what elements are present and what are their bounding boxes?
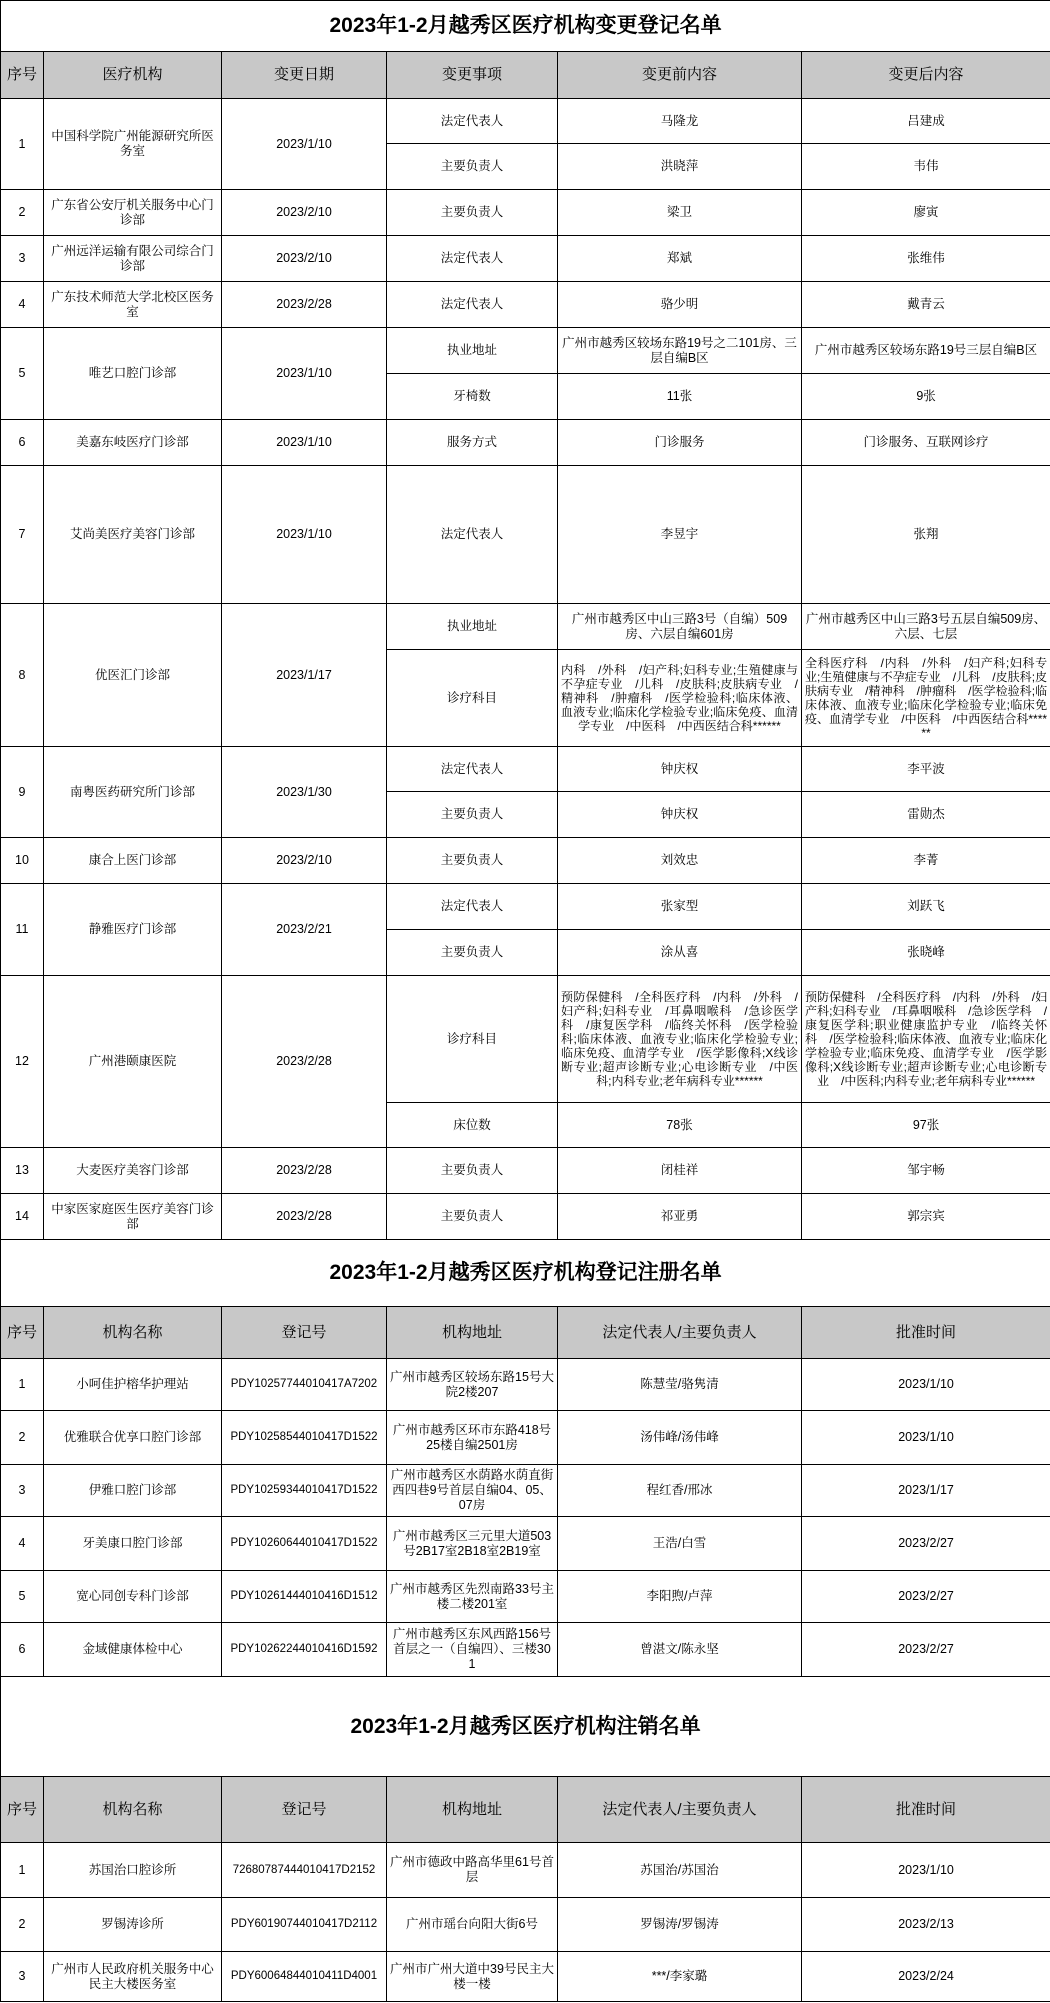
cell-name: 小呵佳护榕华护理站	[44, 1359, 222, 1411]
cell-address: 广州市瑶台向阳大街6号	[387, 1898, 558, 1952]
cell-after: 刘跃飞	[802, 884, 1050, 930]
cell-before: 钟庆权	[558, 792, 802, 838]
cell-after: 戴青云	[802, 282, 1050, 328]
cell-before: 11张	[558, 374, 802, 420]
cell-reg-no: PDY10259344010417D1522	[222, 1465, 387, 1517]
cell-approved: 2023/1/10	[802, 1843, 1050, 1898]
cell-after: 李菁	[802, 838, 1050, 884]
table-row	[1, 328, 1050, 374]
header-name: 机构名称	[44, 1777, 222, 1843]
cell-no: 2	[1, 190, 44, 236]
cell-name: 伊雅口腔门诊部	[44, 1465, 222, 1517]
cell-reg-no: PDY60190744010417D2112	[222, 1898, 387, 1952]
cell-org: 广州港颐康医院	[44, 976, 222, 1148]
cell-address: 广州市越秀区先烈南路33号主楼二楼201室	[387, 1571, 558, 1623]
cell-before: 闭桂祥	[558, 1148, 802, 1194]
cell-date: 2023/1/10	[222, 466, 387, 604]
cancel-table-title: 2023年1-2月越秀区医疗机构注销名单	[1, 1677, 1050, 1777]
cell-reg-no: PDY10257744010417A7202	[222, 1359, 387, 1411]
cell-before: 广州市越秀区中山三路3号（自编）509房、六层自编601房	[558, 604, 802, 650]
cell-before: 涂从喜	[558, 930, 802, 976]
cell-name: 牙美康口腔门诊部	[44, 1517, 222, 1571]
cell-no: 4	[1, 282, 44, 328]
cell-approved: 2023/1/10	[802, 1359, 1050, 1411]
cell-date: 2023/1/10	[222, 420, 387, 466]
header-no: 序号	[1, 52, 44, 99]
cell-name: 金域健康体检中心	[44, 1623, 222, 1677]
cell-name: 广州市人民政府机关服务中心民主大楼医务室	[44, 1952, 222, 2002]
cell-date: 2023/1/10	[222, 328, 387, 420]
cell-address: 广州市越秀区三元里大道503号2B17室2B18室2B19室	[387, 1517, 558, 1571]
cell-approved: 2023/1/10	[802, 1411, 1050, 1465]
cell-before: 预防保健科 /全科医疗科 /内科 /外科 /妇产科;妇科专业 /耳鼻咽喉科 /急诊医学科 /康复医学科 /临终关怀科 /医学检验科;临床体液、血液专业;临床化学检验专业;临床免疫、血清学专业 /医学影像科;X线诊断专业;超声诊断专业;心电诊断专业 /中医科;内科专业;老年病科专业******	[558, 976, 802, 1103]
cell-item: 主要负责人	[387, 930, 558, 976]
cell-item: 法定代表人	[387, 282, 558, 328]
cell-before: 内科 /外科 /妇产科;妇科专业;生殖健康与不孕症专业 /儿科 /皮肤科;皮肤病专业 /精神科 /肿瘤科 /医学检验科;临床体液、血液专业;临床化学检验专业;临床免疫、血清学专业 /中医科 /中西医结合科******	[558, 650, 802, 747]
cell-approved: 2023/2/27	[802, 1571, 1050, 1623]
cell-no: 3	[1, 1465, 44, 1517]
header-address: 机构地址	[387, 1777, 558, 1843]
header-org: 医疗机构	[44, 52, 222, 99]
cell-after: 郭宗宾	[802, 1194, 1050, 1240]
cell-org: 静雅医疗门诊部	[44, 884, 222, 976]
header-approved: 批准时间	[802, 1777, 1050, 1843]
cell-before: 李昱宇	[558, 466, 802, 604]
cell-no: 6	[1, 420, 44, 466]
table-row	[1, 1571, 1050, 1623]
cell-before: 梁卫	[558, 190, 802, 236]
cell-after: 韦伟	[802, 144, 1050, 190]
cell-before: 张家型	[558, 884, 802, 930]
cell-approved: 2023/2/27	[802, 1623, 1050, 1677]
table-row	[1, 1952, 1050, 2002]
header-name: 机构名称	[44, 1307, 222, 1359]
cell-date: 2023/2/10	[222, 190, 387, 236]
cell-after: 广州市越秀区较场东路19号三层自编B区	[802, 328, 1050, 374]
table-row	[1, 747, 1050, 792]
cell-item: 法定代表人	[387, 99, 558, 144]
table-row	[1, 1623, 1050, 1677]
header-before: 变更前内容	[558, 52, 802, 99]
cell-org: 艾尚美医疗美容门诊部	[44, 466, 222, 604]
cell-reg-no: PDY10262244010416D1592	[222, 1623, 387, 1677]
cell-person: 李阳煦/卢萍	[558, 1571, 802, 1623]
cell-before: 洪晓萍	[558, 144, 802, 190]
cell-person: 陈慧莹/骆隽清	[558, 1359, 802, 1411]
table-row	[1, 1411, 1050, 1465]
cell-org: 中家医家庭医生医疗美容门诊部	[44, 1194, 222, 1240]
cell-person: 罗锡涛/罗锡涛	[558, 1898, 802, 1952]
cell-org: 唯艺口腔门诊部	[44, 328, 222, 420]
cell-before: 门诊服务	[558, 420, 802, 466]
table-row	[1, 838, 1050, 884]
cell-after: 张晓峰	[802, 930, 1050, 976]
cell-no: 3	[1, 1952, 44, 2002]
cell-item: 诊疗科目	[387, 650, 558, 747]
header-after: 变更后内容	[802, 52, 1050, 99]
cell-date: 2023/2/10	[222, 838, 387, 884]
table-row	[1, 1517, 1050, 1571]
cell-approved: 2023/2/24	[802, 1952, 1050, 2002]
table-row	[1, 1843, 1050, 1898]
header-no: 序号	[1, 1307, 44, 1359]
cell-name: 罗锡涛诊所	[44, 1898, 222, 1952]
cell-approved: 2023/1/17	[802, 1465, 1050, 1517]
header-row	[1, 1307, 1050, 1359]
header-no: 序号	[1, 1777, 44, 1843]
cell-no: 5	[1, 328, 44, 420]
table-row	[1, 282, 1050, 328]
cell-no: 1	[1, 1359, 44, 1411]
cell-date: 2023/1/10	[222, 99, 387, 190]
cell-address: 广州市广州大道中39号民主大楼一楼	[387, 1952, 558, 2002]
cell-no: 12	[1, 976, 44, 1148]
cell-after: 廖寅	[802, 190, 1050, 236]
cell-reg-no: PDY10261444010416D1512	[222, 1571, 387, 1623]
cell-item: 主要负责人	[387, 1148, 558, 1194]
cell-no: 13	[1, 1148, 44, 1194]
cell-item: 主要负责人	[387, 1194, 558, 1240]
cell-date: 2023/2/10	[222, 236, 387, 282]
cell-no: 7	[1, 466, 44, 604]
header-person: 法定代表人/主要负责人	[558, 1307, 802, 1359]
cell-no: 10	[1, 838, 44, 884]
cell-before: 刘效忠	[558, 838, 802, 884]
cell-item: 法定代表人	[387, 884, 558, 930]
cell-org: 广东省公安厅机关服务中心门诊部	[44, 190, 222, 236]
cell-before: 骆少明	[558, 282, 802, 328]
cell-date: 2023/2/28	[222, 976, 387, 1148]
cell-item: 法定代表人	[387, 236, 558, 282]
cell-reg-no: 72680787444010417D2152	[222, 1843, 387, 1898]
cell-date: 2023/2/21	[222, 884, 387, 976]
cell-before: 钟庆权	[558, 747, 802, 792]
title-row	[1, 1, 1050, 52]
cell-after: 9张	[802, 374, 1050, 420]
table-row	[1, 884, 1050, 930]
cell-after: 张翔	[802, 466, 1050, 604]
cell-date: 2023/1/17	[222, 604, 387, 747]
cell-after: 张维伟	[802, 236, 1050, 282]
cell-no: 9	[1, 747, 44, 838]
cell-no: 5	[1, 1571, 44, 1623]
cell-item: 法定代表人	[387, 747, 558, 792]
table-row	[1, 420, 1050, 466]
table-row	[1, 1898, 1050, 1952]
table-row	[1, 604, 1050, 650]
header-approved: 批准时间	[802, 1307, 1050, 1359]
table-row	[1, 236, 1050, 282]
cell-address: 广州市越秀区水荫路水荫直街西四巷9号首层自编04、05、07房	[387, 1465, 558, 1517]
cell-no: 14	[1, 1194, 44, 1240]
cell-before: 祁亚勇	[558, 1194, 802, 1240]
cell-after: 广州市越秀区中山三路3号五层自编509房、六层、七层	[802, 604, 1050, 650]
cell-before: 广州市越秀区较场东路19号之二101房、三层自编B区	[558, 328, 802, 374]
cell-org: 优医汇门诊部	[44, 604, 222, 747]
cell-name: 宽心同创专科门诊部	[44, 1571, 222, 1623]
cell-after: 吕建成	[802, 99, 1050, 144]
cell-no: 3	[1, 236, 44, 282]
table-row	[1, 976, 1050, 1103]
title-row	[1, 1677, 1050, 1777]
cell-item: 主要负责人	[387, 838, 558, 884]
header-person: 法定代表人/主要负责人	[558, 1777, 802, 1843]
cell-reg-no: PDY60064844010411D4001	[222, 1952, 387, 2002]
header-row	[1, 52, 1050, 99]
cell-org: 康合上医门诊部	[44, 838, 222, 884]
header-date: 变更日期	[222, 52, 387, 99]
cell-after: 全科医疗科 /内科 /外科 /妇产科;妇科专业;生殖健康与不孕症专业 /儿科 /皮肤科;皮肤病专业 /精神科 /肿瘤科 /医学检验科;临床体液、血液专业;临床化学检验专业;临床免疫、血清学专业 /中医科 /中西医结合科******	[802, 650, 1050, 747]
cell-item: 服务方式	[387, 420, 558, 466]
cell-after: 门诊服务、互联网诊疗	[802, 420, 1050, 466]
cell-no: 1	[1, 99, 44, 190]
cell-no: 8	[1, 604, 44, 747]
cell-address: 广州市越秀区东风西路156号首层之一（自编四）、三楼301	[387, 1623, 558, 1677]
cell-item: 牙椅数	[387, 374, 558, 420]
table-row	[1, 1194, 1050, 1240]
cell-after: 97张	[802, 1103, 1050, 1148]
cell-item: 诊疗科目	[387, 976, 558, 1103]
cell-no: 11	[1, 884, 44, 976]
cell-reg-no: PDY10260644010417D1522	[222, 1517, 387, 1571]
cell-after: 李平波	[802, 747, 1050, 792]
cell-person: ***/李家璐	[558, 1952, 802, 2002]
header-row	[1, 1777, 1050, 1843]
cell-org: 美嘉东岐医疗门诊部	[44, 420, 222, 466]
cell-no: 2	[1, 1898, 44, 1952]
cell-after: 预防保健科 /全科医疗科 /内科 /外科 /妇产科;妇科专业 /耳鼻咽喉科 /急诊医学科 /康复医学科;职业健康监护专业 /临终关怀科 /医学检验科;临床体液、血液专业;临床化学检验专业;临床免疫、血清学专业 /医学影像科;X线诊断专业;超声诊断专业;心电诊断专业 /中医科;内科专业;老年病科专业******	[802, 976, 1050, 1103]
cell-reg-no: PDY10258544010417D1522	[222, 1411, 387, 1465]
table-row	[1, 190, 1050, 236]
cell-before: 郑斌	[558, 236, 802, 282]
cell-no: 6	[1, 1623, 44, 1677]
header-address: 机构地址	[387, 1307, 558, 1359]
cell-org: 广东技术师范大学北校区医务室	[44, 282, 222, 328]
table-row	[1, 1359, 1050, 1411]
cell-approved: 2023/2/27	[802, 1517, 1050, 1571]
cell-person: 苏国治/苏国治	[558, 1843, 802, 1898]
register-table-title: 2023年1-2月越秀区医疗机构登记注册名单	[1, 1240, 1050, 1307]
cell-item: 床位数	[387, 1103, 558, 1148]
cell-org: 中国科学院广州能源研究所医务室	[44, 99, 222, 190]
cell-item: 主要负责人	[387, 190, 558, 236]
cell-item: 执业地址	[387, 328, 558, 374]
cell-name: 苏国治口腔诊所	[44, 1843, 222, 1898]
cell-person: 程红香/邢冰	[558, 1465, 802, 1517]
header-reg-no: 登记号	[222, 1307, 387, 1359]
cell-date: 2023/2/28	[222, 1194, 387, 1240]
table-row	[1, 99, 1050, 144]
cell-person: 汤伟峰/汤伟峰	[558, 1411, 802, 1465]
cell-approved: 2023/2/13	[802, 1898, 1050, 1952]
cell-before: 78张	[558, 1103, 802, 1148]
table-row	[1, 1465, 1050, 1517]
title-row	[1, 1240, 1050, 1307]
cell-item: 主要负责人	[387, 792, 558, 838]
cell-name: 优雅联合优享口腔门诊部	[44, 1411, 222, 1465]
change-table-title: 2023年1-2月越秀区医疗机构变更登记名单	[1, 1, 1050, 52]
cell-org: 南粤医药研究所门诊部	[44, 747, 222, 838]
cell-before: 马隆龙	[558, 99, 802, 144]
header-item: 变更事项	[387, 52, 558, 99]
cell-date: 2023/2/28	[222, 1148, 387, 1194]
cell-address: 广州市越秀区环市东路418号25楼自编2501房	[387, 1411, 558, 1465]
table-row	[1, 466, 1050, 604]
cell-no: 4	[1, 1517, 44, 1571]
cell-item: 主要负责人	[387, 144, 558, 190]
cell-address: 广州市德政中路高华里61号首层	[387, 1843, 558, 1898]
cell-org: 大麦医疗美容门诊部	[44, 1148, 222, 1194]
cell-no: 1	[1, 1843, 44, 1898]
cell-address: 广州市越秀区较场东路15号大院2楼207	[387, 1359, 558, 1411]
cell-no: 2	[1, 1411, 44, 1465]
cell-org: 广州远洋运输有限公司综合门诊部	[44, 236, 222, 282]
cell-after: 雷勋杰	[802, 792, 1050, 838]
cell-after: 邹宇畅	[802, 1148, 1050, 1194]
cell-person: 曾湛文/陈永坚	[558, 1623, 802, 1677]
cell-item: 执业地址	[387, 604, 558, 650]
table-row	[1, 1148, 1050, 1194]
cell-date: 2023/1/30	[222, 747, 387, 838]
header-reg-no: 登记号	[222, 1777, 387, 1843]
cell-person: 王浩/白雪	[558, 1517, 802, 1571]
cell-date: 2023/2/28	[222, 282, 387, 328]
cell-item: 法定代表人	[387, 466, 558, 604]
